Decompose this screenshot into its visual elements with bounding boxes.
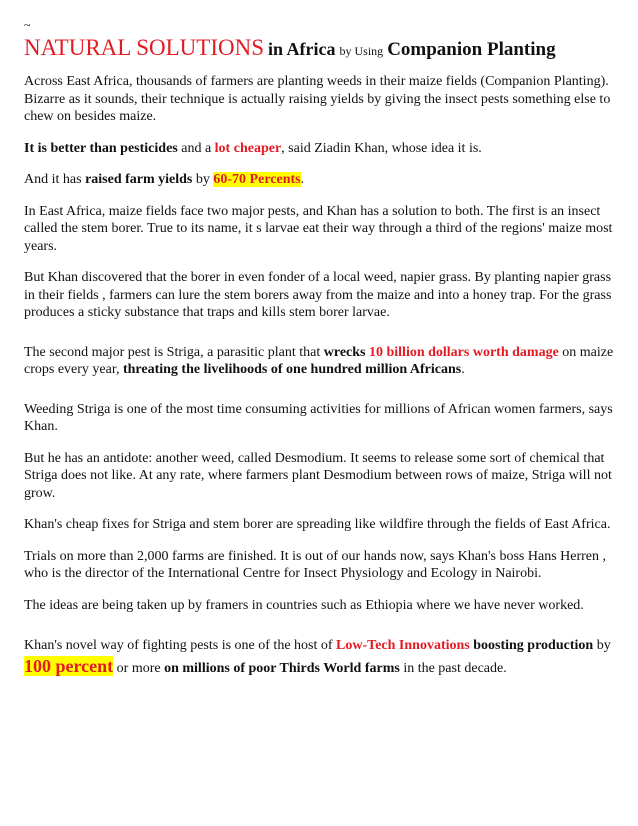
paragraph-striga bbox=[24, 344, 620, 379]
document-title bbox=[24, 34, 620, 65]
text-segment: . bbox=[300, 172, 305, 187]
text-raised-farm-yields: raised farm yields bbox=[85, 172, 193, 187]
text-segment: And it has bbox=[24, 172, 86, 187]
text-segment: by bbox=[593, 638, 611, 653]
text-low-tech-innovations: Low-Tech Innovations bbox=[336, 638, 470, 653]
text-segment: or more bbox=[113, 661, 165, 676]
document-page bbox=[24, 18, 620, 693]
text-segment: Khan's novel way of fighting pests is one of the host of bbox=[24, 638, 337, 653]
paragraph-ethiopia: The ideas are being taken up by framers in countries such as Ethiopia where we have never worked. bbox=[24, 597, 584, 613]
paragraph-yields bbox=[24, 171, 620, 189]
text-thirds-world-farms: on millions of poor Thirds World farms bbox=[164, 661, 400, 676]
text-boosting-production: boosting production bbox=[473, 638, 594, 653]
title-by-using: by Using bbox=[339, 44, 384, 58]
text-threating-livelihoods: threating the livelihoods of one hundred million Africans bbox=[122, 362, 462, 377]
highlight-60-70-percents: 60-70 Percents bbox=[213, 172, 301, 187]
paragraph-cheap-fixes: Khan's cheap fixes for Striga and stem borer are spreading like wildfire through the fields of East Africa. bbox=[24, 517, 611, 532]
text-segment: The second major pest is Striga, a parasitic plant that bbox=[24, 344, 324, 360]
highlight-100-percent: 100 percent bbox=[24, 656, 114, 676]
text-segment: in the past decade. bbox=[399, 661, 507, 676]
tilde-mark: ~ bbox=[24, 18, 31, 32]
paragraph-low-tech bbox=[24, 636, 620, 679]
text-wrecks: wrecks bbox=[323, 344, 366, 360]
text-segment: by bbox=[192, 172, 214, 187]
paragraph-stem-borer: In East Africa, maize fields face two major pests, and Khan has a solution to both. The first is an insect called the stem borer. True to its name, it s larvae eat their way through a third of the regions' maize most years. bbox=[24, 203, 613, 254]
paragraph-weeding-striga: Weeding Striga is one of the most time consuming activities for millions of African women farmers, says Khan. bbox=[24, 401, 613, 434]
title-companion-planting: Companion Planting bbox=[387, 39, 556, 60]
text-segment: on maize crops every year, bbox=[24, 344, 614, 377]
title-natural-solutions: NATURAL SOLUTIONS bbox=[24, 35, 265, 60]
text-segment: , said Ziadin Khan, whose idea it is. bbox=[281, 140, 482, 156]
paragraph-napier-grass: But Khan discovered that the borer in even fonder of a local weed, napier grass. By planting napier grass in their fields , farmers can lure the stem borers away from the maize and into a honey trap. For the grass produces a sticky substance that traps and kills stem borer larvae. bbox=[24, 270, 612, 320]
paragraph-intro: Across East Africa, thousands of farmers are planting weeds in their maize fields (Companion Planting). Bizarre as it sounds, their technique is actually raising yields by giving the insect pests something else to chew on besides maize. bbox=[24, 74, 611, 124]
paragraph-pesticides bbox=[24, 140, 620, 158]
text-segment: and a bbox=[177, 140, 215, 156]
paragraph-desmodium: But he has an antidote: another weed, called Desmodium. It seems to release some sort of chemical that Striga does not like. At any rate, where farmers plant Desmodium between rows of maize, Striga will not grow. bbox=[24, 450, 612, 501]
text-lot-cheaper: lot cheaper bbox=[214, 140, 282, 156]
title-in-africa: in Africa bbox=[268, 39, 336, 59]
text-10-billion-damage: 10 billion dollars worth damage bbox=[368, 344, 559, 360]
paragraph-trials: Trials on more than 2,000 farms are finished. It is out of our hands now, says Khan's boss Hans Herren , who is the director of the International Centre for Insect Physiology and Ecology in Nairobi. bbox=[24, 548, 607, 581]
text-better-than-pesticides: It is better than pesticides bbox=[24, 140, 178, 156]
text-segment: . bbox=[461, 362, 465, 377]
